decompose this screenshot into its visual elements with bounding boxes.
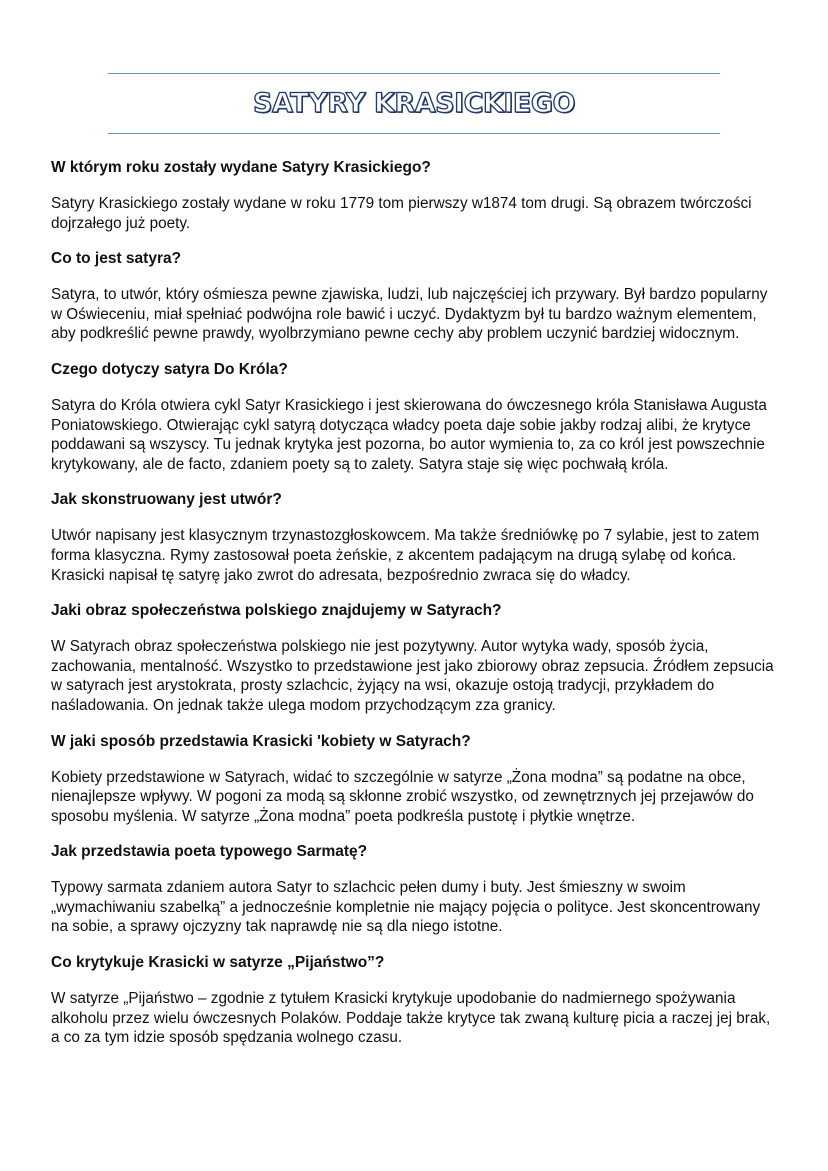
section-do-krola <box>51 360 781 474</box>
section-question: W jaki sposób przedstawia Krasicki 'kobiety w Satyrach? <box>51 732 471 750</box>
section-answer: Satyra, to utwór, który ośmiesza pewne zjawiska, ludzi, lub najczęściej ich przywary. Był bardzo popularny w Oświeceniu, miał spełniać podwójna role bawić i uczyć. Dydaktyzm był tu bardzo ważnym elementem, aby podkreślić pewne prawdy, wyolbrzymiano pewne cechy aby problem uczynić bardziej widocznym. <box>51 286 768 343</box>
section-sarmatian <box>51 842 781 937</box>
document-body <box>51 158 781 1064</box>
section-society <box>51 601 781 715</box>
section-question: Jak skonstruowany jest utwór? <box>51 491 282 509</box>
section-question: Czego dotyczy satyra Do Króla? <box>51 360 288 378</box>
section-question: Co krytykuje Krasicki w satyrze „Pijaństwo”? <box>51 954 385 972</box>
section-publication-year <box>51 158 781 233</box>
section-construction <box>51 490 781 585</box>
section-answer: Kobiety przedstawione w Satyrach, widać to szczególnie w satyrze „Żona modna” są podatne na obce, nienajlepsze wpływy. W pogoni za modą są skłonne zrobić wszystko, od zewnętrznych jej przejawów do sposobu myślenia. W satyrze „Żona modna” poeta podkreśla pustotę i płytkie wnętrze. <box>51 768 754 825</box>
section-women <box>51 732 781 827</box>
document-title: SATYRY KRASICKIEGO <box>253 88 575 119</box>
section-question: Jaki obraz społeczeństwa polskiego znajdujemy w Satyrach? <box>51 602 502 620</box>
section-question: Co to jest satyra? <box>51 250 182 268</box>
section-answer: Satyry Krasickiego zostały wydane w roku 1779 tom pierwszy w1874 tom drugi. Są obrazem twórczości dojrzałego już poety. <box>51 195 752 232</box>
section-question: W którym roku zostały wydane Satyry Krasickiego? <box>51 159 431 176</box>
section-answer: W Satyrach obraz społeczeństwa polskiego nie jest pozytywny. Autor wytyka wady, sposób życia, zachowania, mentalność. Wszystko to przedstawione jest jako zbiorowy obraz zepsucia. Źródłem zepsucia w satyrach jest arystokrata, prosty szlachcic, żyjący na wsi, okazuje ostoją tradycji, przykładem do naśladowania. On jednak także ulega modom przychodzącym zza granicy. <box>51 638 774 714</box>
section-what-is-satire <box>51 249 781 344</box>
section-answer: W satyrze „Pijaństwo – zgodnie z tytułem Krasicki krytykuje upodobanie do nadmiernego spożywania alkoholu przez wielu ówczesnych Polaków. Poddaje także krytyce tak zwaną kulturę picia a raczej jej brak, a co za tym idzie sposób spędzania wolnego czasu. <box>51 990 771 1047</box>
title-bottom-rule <box>108 133 720 134</box>
section-answer: Satyra do Króla otwiera cykl Satyr Krasickiego i jest skierowana do ówczesnego króla Stanisława Augusta Poniatowskiego. Otwierając cykl satyrą dotycząca władcy poeta daje sobie jakby rodzaj alibi, że krytyce poddawani są wszyscy. Tu jednak krytyka jest pozorna, bo autor wymienia to, za co król jest powszechnie krytykowany, ale de facto, zdaniem poety są to zalety. Satyra staje się więc pochwałą króla. <box>51 396 767 473</box>
section-question: Jak przedstawia poeta typowego Sarmatę? <box>51 843 368 861</box>
section-answer: Typowy sarmata zdaniem autora Satyr to szlachcic pełen dumy i buty. Jest śmieszny w swoim „wymachiwaniu szabelką” a jednocześnie kompletnie nie mający pojęcia o polityce. Jest skoncentrowany na sobie, a sprawy ojczyzny tak naprawdę nie są dla niego istotne. <box>51 879 761 936</box>
section-answer: Utwór napisany jest klasycznym trzynastozgłoskowcem. Ma także średniówkę po 7 sylabie, jest to zatem forma klasyczna. Rymy zastosował poeta żeńskie, z akcentem padającym na drugą sylabę od końca. Krasicki napisał tę satyrę jako zwrot do adresata, bezpośrednio zwraca się do władcy. <box>51 527 760 584</box>
section-pijanstwo <box>51 953 781 1048</box>
title-top-rule <box>108 73 720 74</box>
